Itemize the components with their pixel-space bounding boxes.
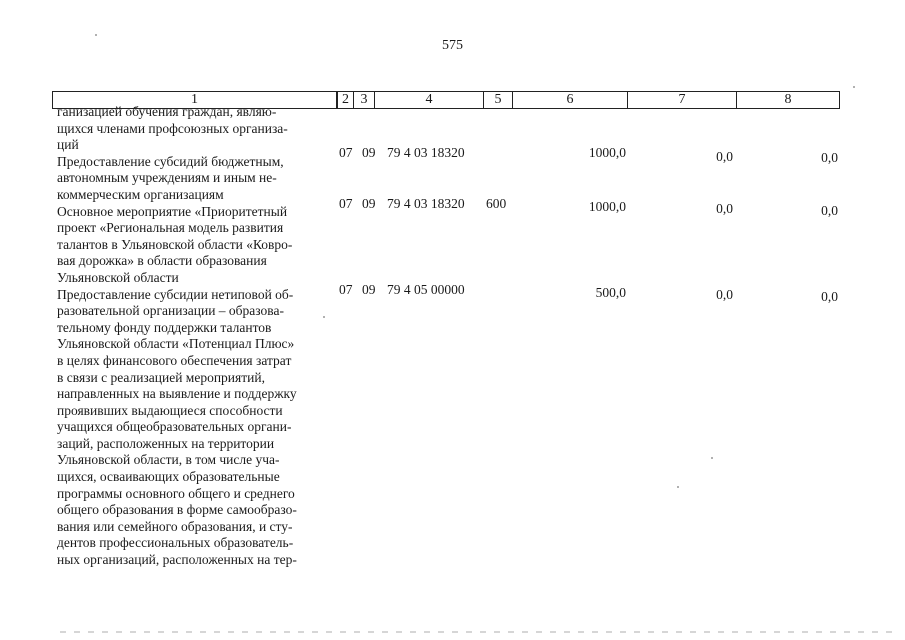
description-line: программы основного общего и среднего bbox=[57, 485, 295, 501]
description-line: вания или семейного образования, и сту- bbox=[57, 518, 293, 534]
description-line: щихся членами профсоюзных организа- bbox=[57, 120, 288, 136]
cell-section: 07 bbox=[339, 196, 353, 211]
header-col-7: 7 bbox=[627, 91, 737, 109]
cell-section: 07 bbox=[339, 145, 353, 160]
cell-amount-7: 0,0 bbox=[716, 201, 733, 216]
description-line: разовательной организации – образова- bbox=[57, 303, 284, 319]
description-line: тельному фонду поддержки талантов bbox=[57, 319, 272, 335]
cell-amount-7: 0,0 bbox=[716, 287, 733, 302]
cell-amount-8: 0,0 bbox=[821, 289, 838, 304]
header-col-4: 4 bbox=[374, 91, 484, 109]
cell-amount-8: 0,0 bbox=[821, 150, 838, 165]
description-line: талантов в Ульяновской области «Ковро- bbox=[57, 236, 293, 252]
scan-speck bbox=[95, 34, 97, 36]
description-line: ных организаций, расположенных на тер- bbox=[57, 552, 297, 568]
description-line: ций bbox=[57, 137, 79, 153]
description-line: вая дорожка» в области образования bbox=[57, 253, 267, 269]
description-line: направленных на выявление и поддержку bbox=[57, 386, 297, 402]
cell-target-code: 79 4 05 00000 bbox=[387, 282, 465, 297]
header-col-1: 1 bbox=[52, 91, 337, 109]
description-line: ганизацией обучения граждан, являю- bbox=[57, 104, 277, 119]
description-line: в целях финансового обеспечения затрат bbox=[57, 352, 292, 368]
header-col-6: 6 bbox=[512, 91, 628, 109]
description-line: автономным учреждениям и иным не- bbox=[57, 170, 277, 186]
scan-speck bbox=[853, 86, 855, 88]
description-line: проект «Региональная модель развития bbox=[57, 220, 284, 236]
description-column bbox=[57, 104, 330, 569]
description-line: учащихся общеобразовательных органи- bbox=[57, 419, 292, 435]
scan-noise-bottom bbox=[60, 631, 900, 633]
description-line: общего образования в форме самообразо- bbox=[57, 502, 297, 518]
cell-amount-6: 1000,0 bbox=[588, 199, 626, 214]
cell-amount-6: 500,0 bbox=[595, 285, 626, 300]
page-number: 575 bbox=[442, 38, 463, 53]
cell-amount-8: 0,0 bbox=[821, 203, 838, 218]
scan-speck bbox=[677, 486, 679, 488]
description-line: щихся, осваивающих образовательные bbox=[57, 469, 280, 485]
scan-speck bbox=[711, 457, 713, 459]
cell-subsection: 09 bbox=[362, 282, 376, 297]
description-line: проявивших выдающиеся способности bbox=[57, 402, 283, 418]
header-col-2: 2 bbox=[337, 91, 354, 109]
description-line: Предоставление субсидии нетиповой об- bbox=[57, 286, 294, 302]
cell-amount-7: 0,0 bbox=[716, 149, 733, 164]
cell-subsection: 09 bbox=[362, 196, 376, 211]
header-col-3: 3 bbox=[353, 91, 375, 109]
cell-target-code: 79 4 03 18320 bbox=[387, 196, 465, 211]
scan-speck bbox=[323, 316, 325, 318]
description-line: Предоставление субсидий бюджетным, bbox=[57, 153, 284, 169]
cell-expense-type: 600 bbox=[486, 196, 507, 211]
description-line: коммерческим организациям bbox=[57, 186, 224, 202]
header-col-8: 8 bbox=[736, 91, 840, 109]
description-line: заций, расположенных на территории bbox=[57, 435, 275, 451]
description-line: Ульяновской области, в том числе уча- bbox=[57, 452, 280, 468]
description-line: Ульяновской области bbox=[57, 269, 179, 285]
cell-section: 07 bbox=[339, 282, 353, 297]
cell-target-code: 79 4 03 18320 bbox=[387, 145, 465, 160]
description-line: дентов профессиональных образователь- bbox=[57, 535, 294, 551]
cell-subsection: 09 bbox=[362, 145, 376, 160]
description-line: Ульяновской области «Потенциал Плюс» bbox=[57, 336, 295, 352]
header-col-5: 5 bbox=[483, 91, 513, 109]
description-line: Основное мероприятие «Приоритетный bbox=[57, 203, 288, 219]
description-line: в связи с реализацией мероприятий, bbox=[57, 369, 265, 385]
cell-amount-6: 1000,0 bbox=[588, 145, 626, 160]
